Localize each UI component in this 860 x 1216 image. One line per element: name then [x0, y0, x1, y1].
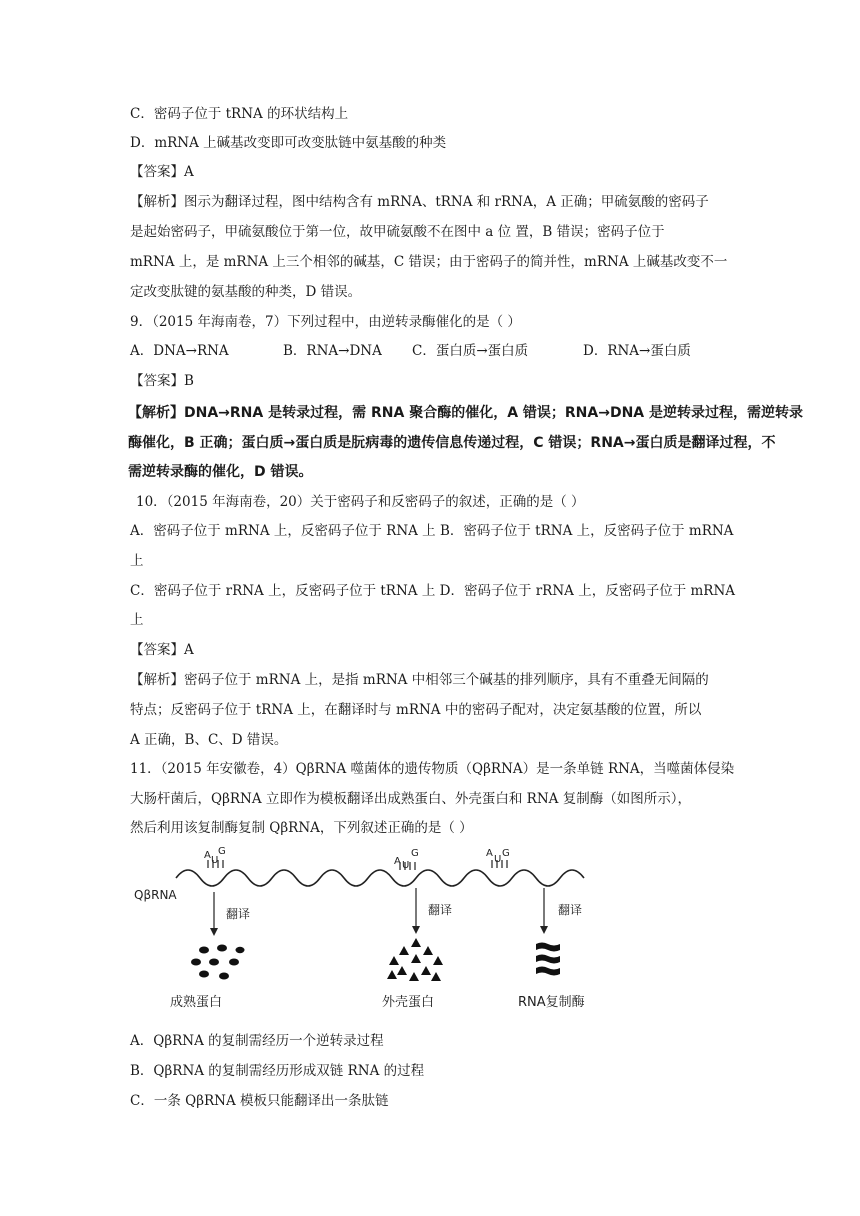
product-label-coat-protein: 外壳蛋白	[382, 995, 435, 1010]
q11-stem-line: 11．（2015 年安徽卷，4）QβRNA 噬菌体的遗传物质（QβRNA）是一条单链 RNA，当噬菌体侵染	[130, 761, 735, 777]
q11-option-c: C．一条 QβRNA 模板只能翻译出一条肽链	[130, 1093, 389, 1109]
q10-analysis-line: A 正确，B、C、D 错误。	[130, 732, 288, 748]
codon-g: G	[502, 848, 510, 859]
product-label-mature-protein: 成熟蛋白	[170, 995, 223, 1010]
arrow-3	[540, 888, 582, 934]
q10-option-line: 上	[130, 553, 144, 569]
arrow-label: 翻译	[428, 903, 453, 917]
codon-g: G	[218, 846, 226, 857]
q9-answer: 【答案】B	[130, 373, 194, 389]
arrow-label: 翻译	[226, 907, 251, 921]
q9-option-c: C．蛋白质→蛋白质	[412, 343, 529, 359]
codon-u: U	[494, 854, 502, 865]
q9-analysis-line: 需逆转录酶的催化，D 错误。	[128, 464, 313, 480]
q11-option-b: B．QβRNA 的复制需经历形成双链 RNA 的过程	[130, 1063, 425, 1079]
q11-stem-line: 大肠杆菌后，QβRNA 立即作为模板翻译出成熟蛋白、外壳蛋白和 RNA 复制酶（如图所示），	[130, 791, 691, 807]
q8-analysis-line: 【解析】图示为翻译过程，图中结构含有 mRNA、tRNA 和 rRNA，A 正确；甲硫氨酸的密码子	[130, 194, 709, 210]
arrow-label: 翻译	[558, 903, 583, 917]
q9-analysis-line: 【解析】DNA→RNA 是转录过程，需 RNA 聚合酶的催化，A 错误；RNA→DNA 是逆转录过程，需逆转录	[128, 405, 804, 421]
codon-u: U	[211, 855, 219, 866]
q9-stem: 9．（2015 年海南卷，7）下列过程中，由逆转录酶催化的是（ ）	[130, 314, 521, 330]
coat-protein-triangles	[387, 938, 443, 981]
q10-answer: 【答案】A	[130, 642, 194, 658]
q10-analysis-line: 【解析】密码子位于 mRNA 上，是指 mRNA 中相邻三个碱基的排列顺序，具有不重叠无间隔的	[130, 672, 709, 688]
product-label-replicase: RNA复制酶	[518, 995, 585, 1010]
q8-analysis-line: 定改变肽键的氨基酸的种类，D 错误。	[130, 284, 362, 300]
q8-option-d: D．mRNA 上碱基改变即可改变肽链中氨基酸的种类	[130, 135, 447, 151]
q8-analysis-line: 是起始密码子，甲硫氨酸位于第一位，故甲硫氨酸不在图中 a 位 置，B 错误；密码子位于	[130, 224, 665, 240]
mature-protein-ovals	[191, 945, 245, 980]
arrow-2	[412, 888, 452, 934]
q9-analysis-line: 酶催化，B 正确；蛋白质→蛋白质是朊病毒的遗传信息传递过程，C 错误；RNA→蛋白质是翻译过程，不	[128, 435, 776, 451]
q10-stem: 10．（2015 年海南卷，20）关于密码子和反密码子的叙述，正确的是（ ）	[136, 494, 585, 510]
codon-aug-2	[394, 848, 419, 871]
codon-a: A	[394, 856, 401, 867]
arrow-1	[210, 892, 250, 936]
q11-option-a: A．QβRNA 的复制需经历一个逆转录过程	[130, 1033, 384, 1049]
rna-label: QβRNA	[134, 888, 177, 902]
q9-option-b: B．RNA→DNA	[283, 343, 382, 359]
q9-option-a: A．DNA→RNA	[130, 343, 229, 359]
codon-g: G	[411, 848, 419, 859]
codon-aug-1	[204, 846, 226, 868]
q11-stem-line: 然后利用该复制酶复制 QβRNA，下列叙述正确的是（ ）	[130, 820, 473, 836]
q10-option-line: 上	[130, 612, 144, 628]
codon-a: A	[486, 848, 493, 859]
replicase-flags	[536, 943, 560, 976]
q8-analysis-line: mRNA 上，是 mRNA 上三个相邻的碱基，C 错误；由于密码子的简并性，mRNA 上碱基改变不一	[130, 254, 728, 270]
q10-analysis-line: 特点；反密码子位于 tRNA 上，在翻译时与 mRNA 中的密码子配对，决定氨基酸的位置，所以	[130, 702, 702, 718]
codon-a: A	[204, 850, 211, 861]
codon-u: U	[402, 860, 410, 871]
q9-option-d: D．RNA→蛋白质	[583, 343, 691, 359]
q10-option-line: A．密码子位于 mRNA 上，反密码子位于 RNA 上 B．密码子位于 tRNA 上，反密码子位于 mRNA	[130, 523, 734, 539]
codon-aug-3	[486, 848, 510, 868]
q8-answer: 【答案】A	[130, 164, 194, 180]
q10-option-line: C．密码子位于 rRNA 上，反密码子位于 tRNA 上 D．密码子位于 rRNA 上，反密码子位于 mRNA	[130, 583, 736, 599]
rna-strand	[176, 870, 584, 886]
q8-option-c: C．密码子位于 tRNA 的环状结构上	[130, 106, 349, 122]
translation-figure	[130, 838, 610, 1018]
